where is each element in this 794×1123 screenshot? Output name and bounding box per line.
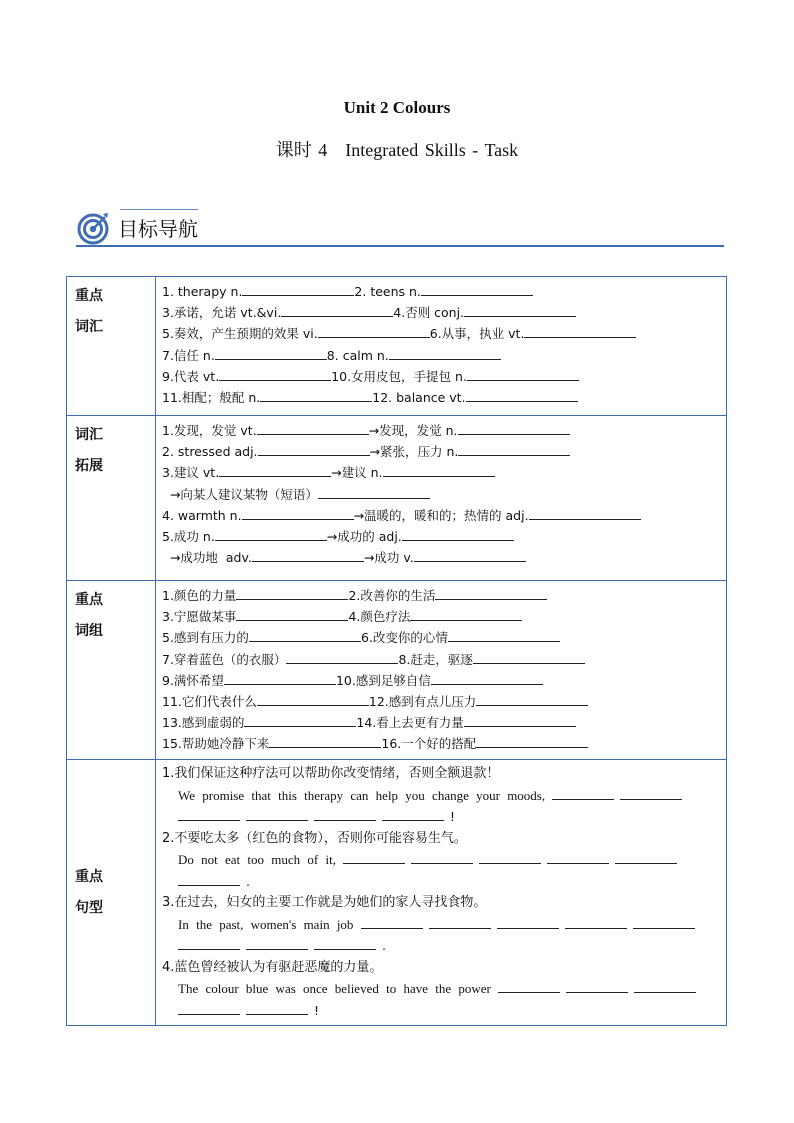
- item-text: 8. calm n.: [326, 347, 389, 363]
- answer-blank[interactable]: [466, 388, 578, 402]
- answer-blank[interactable]: [286, 650, 398, 664]
- sentence-prompt: Do not eat too much of it,: [178, 852, 336, 867]
- vocab-row: [67, 277, 727, 416]
- row-label: [67, 760, 156, 1026]
- sentence-prompt: In the past, women's main job: [178, 916, 354, 932]
- item-text: 1. therapy n.: [162, 284, 243, 299]
- vocab-content: [156, 277, 727, 416]
- item-text: 3.承诺，允诺 vt.&vi.: [162, 305, 282, 321]
- item-text: 1.发现，发觉 vt.: [162, 423, 257, 438]
- answer-blank[interactable]: [410, 607, 522, 621]
- answer-blank[interactable]: [389, 346, 501, 360]
- section-underline: [76, 245, 724, 247]
- sentence-english: [162, 914, 720, 936]
- answer-blank[interactable]: [402, 527, 514, 541]
- phrases-content: [156, 581, 727, 760]
- sentences-row: [67, 760, 727, 1026]
- answer-blank[interactable]: [431, 671, 543, 685]
- lesson-subtitle: 课时 4 Integrated Skills - Task: [275, 140, 519, 160]
- sentence-english: [162, 978, 720, 1000]
- answer-blank[interactable]: [524, 324, 636, 338]
- row-label: [67, 581, 156, 760]
- section-title: 目标导航: [118, 217, 198, 241]
- answer-blank[interactable]: [246, 937, 308, 950]
- sentence-english: [162, 849, 720, 871]
- answer-blank[interactable]: [281, 303, 393, 317]
- item-text: 10.女用皮包，手提包 n.: [331, 368, 467, 384]
- answer-blank[interactable]: [464, 713, 576, 727]
- label-line: 重点: [75, 868, 103, 885]
- answer-blank[interactable]: [566, 980, 628, 993]
- item-text: 2. teens n.: [354, 284, 421, 299]
- item-text: 11.它们代表什么: [162, 694, 257, 710]
- sentence-continuation: [162, 1000, 720, 1022]
- label-line: 重点: [75, 288, 103, 304]
- item-text: 2.改善你的生活: [348, 588, 436, 603]
- answer-blank[interactable]: [458, 421, 570, 435]
- answer-blank[interactable]: [382, 808, 444, 821]
- answer-blank[interactable]: [260, 388, 372, 402]
- answer-blank[interactable]: [318, 485, 430, 499]
- item-text: 4.否则 conj.: [393, 305, 465, 321]
- answer-blank[interactable]: [383, 463, 495, 477]
- sentence-chinese: 3.在过去，妇女的主要工作就是为她们的家人寻找食物。: [162, 895, 487, 910]
- answer-blank[interactable]: [215, 527, 327, 541]
- item-text: 9.代表 vt.: [162, 368, 220, 384]
- answer-blank[interactable]: [429, 916, 491, 929]
- label-line: 词汇: [75, 427, 103, 443]
- item-text: 10.感到足够自信: [335, 672, 431, 688]
- answer-blank[interactable]: [476, 734, 588, 748]
- answer-blank[interactable]: [269, 734, 381, 748]
- answer-blank[interactable]: [252, 548, 364, 562]
- item-text: →成功的 adj.: [326, 529, 402, 545]
- sentence-prompt: We promise that this therapy can help you change your moods,: [178, 787, 546, 803]
- answer-blank[interactable]: [178, 808, 240, 821]
- item-text: 12. balance vt.: [372, 390, 466, 406]
- item-text: 4. warmth n.: [162, 507, 242, 523]
- item-text: 9.满怀希望: [162, 672, 224, 688]
- item-text: 7.信任 n.: [162, 347, 215, 363]
- answer-blank[interactable]: [476, 692, 588, 706]
- answer-blank[interactable]: [615, 851, 677, 864]
- item-text: 11.相配；般配 n.: [162, 390, 261, 406]
- answer-blank[interactable]: [547, 851, 609, 864]
- answer-blank[interactable]: [414, 548, 526, 562]
- sentence-continuation: [162, 806, 720, 828]
- item-text: 7.穿着蓝色（的衣服）: [162, 651, 287, 667]
- item-text: 5.奏效，产生预期的效果 vi.: [162, 326, 318, 342]
- answer-blank[interactable]: [464, 303, 576, 317]
- answer-blank[interactable]: [257, 421, 369, 435]
- phrases-row: [67, 581, 727, 760]
- expansion-content: [156, 416, 727, 581]
- item-text: 4.颜色疗法: [348, 609, 411, 625]
- item-text: 13.感到虚弱的: [162, 715, 245, 731]
- answer-blank[interactable]: [435, 586, 547, 600]
- answer-blank[interactable]: [497, 916, 559, 929]
- item-text: 3.建议 vt.: [162, 465, 220, 481]
- document-title: Unit 2 Colours: [343, 98, 451, 117]
- item-text: 8.赶走，驱逐: [398, 651, 473, 667]
- answer-blank[interactable]: [318, 324, 430, 338]
- answer-blank[interactable]: [479, 851, 541, 864]
- label-line: 词组: [75, 623, 103, 639]
- answer-blank[interactable]: [458, 442, 570, 456]
- answer-blank[interactable]: [178, 937, 240, 950]
- answer-blank[interactable]: [236, 607, 348, 621]
- answer-blank[interactable]: [552, 787, 614, 800]
- item-text: →温暖的，暖和的；热情的 adj.: [353, 507, 529, 523]
- item-text: →建议 n.: [331, 465, 383, 481]
- item-text: 5.成功 n.: [162, 529, 215, 545]
- sentence-end: !: [314, 1002, 320, 1018]
- answer-blank[interactable]: [529, 506, 641, 520]
- item-text: 6.从事，执业 vt.: [429, 326, 525, 342]
- item-text: 16.一个好的搭配: [381, 736, 477, 752]
- row-label: [67, 416, 156, 581]
- sentence-chinese: 4.蓝色曾经被认为有驱赶恶魔的力量。: [162, 959, 383, 975]
- answer-blank[interactable]: [448, 628, 560, 642]
- item-text: 2. stressed adj.: [162, 444, 258, 460]
- label-line: 词汇: [75, 319, 103, 335]
- answer-blank[interactable]: [258, 442, 370, 456]
- expansion-row: [67, 416, 727, 581]
- label-line: 重点: [75, 592, 103, 608]
- sentence-chinese: 1.我们保证这种疗法可以帮助你改变情绪，否则全额退款！: [162, 766, 500, 781]
- answer-blank[interactable]: [249, 628, 361, 642]
- answer-blank[interactable]: [246, 808, 308, 821]
- answer-blank[interactable]: [473, 650, 585, 664]
- item-text: →紧张，压力 n.: [369, 444, 459, 460]
- sentence-continuation: [162, 871, 720, 893]
- sentence-continuation: [162, 935, 720, 957]
- answer-blank[interactable]: [219, 463, 331, 477]
- sentence-end: .: [382, 938, 386, 953]
- item-text: →成功 v.: [363, 550, 414, 566]
- answer-blank[interactable]: [236, 586, 348, 600]
- item-text: 1.颜色的力量: [162, 588, 237, 603]
- item-text: 15.帮助她冷静下来: [162, 736, 270, 752]
- item-text: →向某人建议某物（短语）: [162, 486, 318, 502]
- answer-blank[interactable]: [215, 346, 327, 360]
- answer-blank[interactable]: [633, 916, 695, 929]
- sentence-english: [162, 785, 720, 807]
- answer-blank[interactable]: [178, 873, 240, 886]
- target-icon: [76, 211, 110, 245]
- answer-blank[interactable]: [314, 937, 376, 950]
- item-text: 12.感到有点儿压力: [368, 694, 477, 710]
- answer-blank[interactable]: [361, 916, 423, 929]
- answer-blank[interactable]: [314, 808, 376, 821]
- answer-blank[interactable]: [498, 980, 560, 993]
- sentence-end: !: [450, 809, 456, 824]
- answer-blank[interactable]: [421, 282, 533, 296]
- answer-blank[interactable]: [224, 671, 336, 685]
- item-text: 3.宁愿做某事: [162, 609, 237, 625]
- answer-blank[interactable]: [620, 787, 682, 800]
- answer-blank[interactable]: [257, 692, 369, 706]
- label-line: 拓展: [75, 458, 103, 474]
- answer-blank[interactable]: [634, 980, 696, 993]
- worksheet-table: [66, 276, 727, 1026]
- answer-blank[interactable]: [219, 367, 331, 381]
- sentence-chinese: 2.不要吃太多（红色的食物），否则你可能容易生气。: [162, 830, 467, 846]
- item-text: →发现，发觉 n.: [368, 423, 458, 438]
- item-text: →成功地 adv.: [162, 550, 252, 566]
- item-text: 14.看上去更有力量: [356, 715, 464, 731]
- answer-blank[interactable]: [411, 851, 473, 864]
- item-text: 6.改变你的心情: [360, 630, 448, 646]
- item-text: 5.感到有压力的: [162, 630, 249, 646]
- sentence-prompt: The colour blue was once believed to have the power: [178, 981, 491, 996]
- label-line: 句型: [75, 899, 103, 916]
- answer-blank[interactable]: [242, 506, 354, 520]
- answer-blank[interactable]: [467, 367, 579, 381]
- answer-blank[interactable]: [244, 713, 356, 727]
- answer-blank[interactable]: [178, 1002, 240, 1015]
- sentences-content: [156, 760, 727, 1026]
- answer-blank[interactable]: [343, 851, 405, 864]
- section-top-rule: [120, 209, 198, 210]
- row-label: [67, 277, 156, 416]
- answer-blank[interactable]: [242, 282, 354, 296]
- sentence-end: .: [246, 873, 250, 889]
- answer-blank[interactable]: [246, 1002, 308, 1015]
- answer-blank[interactable]: [565, 916, 627, 929]
